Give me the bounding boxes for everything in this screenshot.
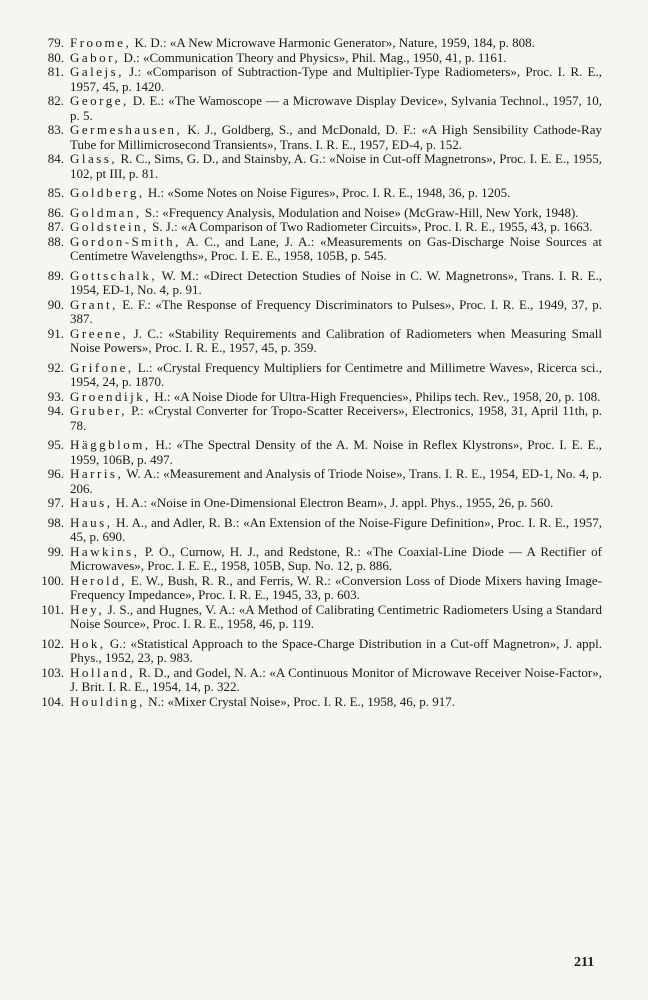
reference-text: D.: «Communication Theory and Physics», Phil. Mag., 1950, 41, p. 1161. — [120, 49, 507, 65]
reference-text: G.: «Statistical Approach to the Space-Charge Distribution in a Cut-off Magnetron», J. appl. Phys., 1952, 23, p. 983. — [70, 635, 602, 665]
reference-item — [28, 404, 602, 433]
reference-number: 79. — [47, 35, 64, 50]
reference-author: Holland, — [70, 664, 136, 680]
reference-item — [28, 269, 602, 298]
reference-text: A. C., and Lane, J. A.: «Measurements on Gas-Discharge Noise Sources at Centimetre Wavelengths», Proc. I. E. E., 1958, 105B, p. 545. — [70, 233, 602, 263]
reference-text: E. F.: «The Response of Frequency Discriminators to Pulses», Proc. I. R. E., 1949, 37, p. 387. — [70, 296, 602, 326]
reference-author: Hawkins, — [70, 543, 140, 559]
reference-text: J.: «Comparison of Subtraction-Type and Multiplier-Type Radiometers», Proc. I. R. E., 1957, 45, p. 1420. — [70, 64, 602, 94]
reference-author: Houlding, — [70, 693, 145, 709]
reference-number: 90. — [47, 296, 64, 312]
reference-item — [28, 206, 602, 221]
reference-item — [28, 438, 602, 467]
reference-item — [28, 327, 602, 356]
reference-number: 97. — [47, 495, 64, 510]
reference-item — [28, 94, 602, 123]
reference-author: Grant, — [70, 296, 118, 312]
reference-author: Groendijk, — [70, 388, 151, 404]
reference-list — [28, 36, 602, 709]
reference-number: 88. — [47, 233, 64, 249]
reference-number: 83. — [47, 122, 64, 137]
reference-text: J. S., and Hugnes, V. A.: «A Method of Calibrating Centimetric Radiometers Using a Standard Noise Source», Proc. I. R. E., 1958, 46, p. 119. — [70, 601, 602, 631]
reference-author: Gottschalk, — [70, 267, 158, 283]
reference-item — [28, 220, 602, 235]
reference-item — [28, 36, 602, 51]
reference-author: Häggblom, — [70, 437, 151, 452]
reference-number: 96. — [47, 466, 64, 481]
reference-number: 89. — [47, 267, 64, 283]
reference-text: W. A.: «Measurement and Analysis of Triode Noise», Trans. I. R. E., 1954, ED-1, No. 4, p. 206. — [70, 466, 602, 496]
reference-item — [28, 574, 602, 603]
reference-author: Gruber, — [70, 403, 128, 418]
reference-author: Hok, — [70, 635, 106, 651]
reference-item — [28, 186, 602, 201]
reference-text: H.: «A Noise Diode for Ultra-High Frequencies», Philips tech. Rev., 1958, 20, p. 108. — [150, 388, 601, 404]
reference-author: Haus, — [70, 495, 113, 510]
reference-number: 101. — [41, 601, 64, 617]
reference-author: Haus, — [70, 514, 113, 530]
reference-item — [28, 603, 602, 632]
reference-number: 104. — [41, 693, 64, 709]
reference-author: Goldberg, — [70, 185, 145, 200]
reference-item — [28, 467, 602, 496]
reference-item — [28, 235, 602, 264]
reference-text: K. J., Goldberg, S., and McDonald, D. F.: «A High Sensibility Cathode-Ray Tube for Millimicrosecond Transients», Trans. I. R. E., 1957, ED-4, p. 152. — [70, 122, 602, 152]
reference-item — [28, 51, 602, 66]
reference-text: K. D.: «A New Microwave Harmonic Generator», Nature, 1959, 184, p. 808. — [131, 35, 535, 50]
reference-author: George, — [70, 93, 129, 108]
reference-item — [28, 496, 602, 511]
reference-number: 95. — [47, 437, 64, 452]
reference-item — [28, 123, 602, 152]
reference-number: 102. — [41, 635, 64, 651]
reference-number: 85. — [47, 185, 64, 200]
reference-number: 81. — [47, 64, 64, 79]
reference-text: H. A., and Adler, R. B.: «An Extension of the Noise-Figure Definition», Proc. I. R. E., 1957, 45, p. 690. — [70, 514, 602, 544]
reference-text: W. M.: «Direct Detection Studies of Noise in C. W. Magnetrons», Trans. I. R. E., 1954, ED-1, No. 4, p. 91. — [70, 267, 602, 297]
reference-item — [28, 152, 602, 181]
reference-text: L.: «Crystal Frequency Multipliers for Centimetre and Millimetre Waves», Ricerca sci., 1954, 24, p. 1870. — [70, 359, 602, 389]
reference-item — [28, 637, 602, 666]
reference-item — [28, 695, 602, 710]
reference-number: 98. — [47, 514, 64, 530]
reference-number: 80. — [47, 49, 64, 65]
reference-number: 99. — [47, 543, 64, 559]
reference-text: R. C., Sims, G. D., and Stainsby, A. G.: «Noise in Cut-off Magnetrons», Proc. I. E. E., 1955, 102, pt III, p. 81. — [70, 151, 602, 181]
reference-number: 86. — [47, 204, 64, 220]
reference-number: 94. — [47, 403, 64, 418]
reference-number: 82. — [47, 93, 64, 108]
reference-author: Hey, — [70, 601, 105, 617]
reference-text: P.: «Crystal Converter for Tropo-Scatter Receivers», Electronics, 1958, 31, April 11th, p. 78. — [70, 403, 602, 433]
reference-author: Galejs, — [70, 64, 124, 79]
reference-text: R. D., and Godel, N. A.: «A Continuous Monitor of Microwave Receiver Noise-Factor», J. Brit. I. R. E., 1954, 14, p. 322. — [70, 664, 602, 694]
reference-author: Germeshausen, — [70, 122, 183, 137]
reference-text: H.: «The Spectral Density of the A. M. Noise in Reflex Klystrons», Proc. I. E. E., 1959, 106B, p. 497. — [70, 437, 602, 467]
reference-text: N.: «Mixer Crystal Noise», Proc. I. R. E., 1958, 46, p. 917. — [144, 693, 456, 709]
reference-number: 91. — [47, 325, 64, 341]
reference-number: 103. — [41, 664, 64, 680]
reference-text: D. E.: «The Wamoscope — a Microwave Display Device», Sylvania Technol., 1957, 10, p. 5. — [70, 93, 602, 123]
reference-item — [28, 516, 602, 545]
reference-item — [28, 361, 602, 390]
reference-author: Grifone, — [70, 359, 134, 375]
reference-number: 92. — [47, 359, 64, 375]
reference-author: Herold, — [70, 572, 127, 588]
reference-text: S.: «Frequency Analysis, Modulation and Noise» (McGraw-Hill, New York, 1948). — [141, 204, 579, 220]
reference-text: J. C.: «Stability Requirements and Calibration of Radiometers when Measuring Small Noise Powers», Proc. I. R. E., 1957, 45, p. 359. — [70, 325, 602, 355]
reference-author: Harris, — [70, 466, 124, 481]
reference-text: H. A.: «Noise in One-Dimensional Electron Beam», J. appl. Phys., 1955, 26, p. 560. — [112, 495, 554, 510]
reference-author: Froome, — [70, 35, 132, 50]
page-number: 211 — [574, 955, 595, 970]
reference-item — [28, 298, 602, 327]
reference-number: 93. — [47, 388, 64, 404]
reference-number: 100. — [41, 572, 64, 588]
reference-author: Goldman, — [70, 204, 142, 220]
reference-item — [28, 65, 602, 94]
reference-text: S. J.: «A Comparison of Two Radiometer Circuits», Proc. I. R. E., 1955, 43, p. 1663. — [148, 219, 593, 234]
reference-author: Greene, — [70, 325, 129, 341]
reference-text: H.: «Some Notes on Noise Figures», Proc. I. R. E., 1948, 36, p. 1205. — [144, 185, 511, 200]
reference-item — [28, 390, 602, 405]
reference-author: Gordon-Smith, — [70, 233, 181, 249]
reference-item — [28, 545, 602, 574]
reference-item — [28, 666, 602, 695]
reference-number: 84. — [47, 151, 64, 166]
reference-author: Glass, — [70, 151, 118, 166]
reference-author: Gabor, — [70, 49, 121, 65]
reference-number: 87. — [47, 219, 64, 234]
reference-author: Goldstein, — [70, 219, 149, 234]
reference-text: P. O., Curnow, H. J., and Redstone, R.: «The Coaxial-Line Diode — A Rectifier of Microwaves», Proc. I. E. E., 1958, 105B, Sup. No. 12, p. 886. — [70, 543, 602, 573]
reference-text: E. W., Bush, R. R., and Ferris, W. R.: «Conversion Loss of Diode Mixers having Image-Frequency Impedance», Proc. I. R. E., 1945, 33, p. 603. — [70, 572, 602, 602]
